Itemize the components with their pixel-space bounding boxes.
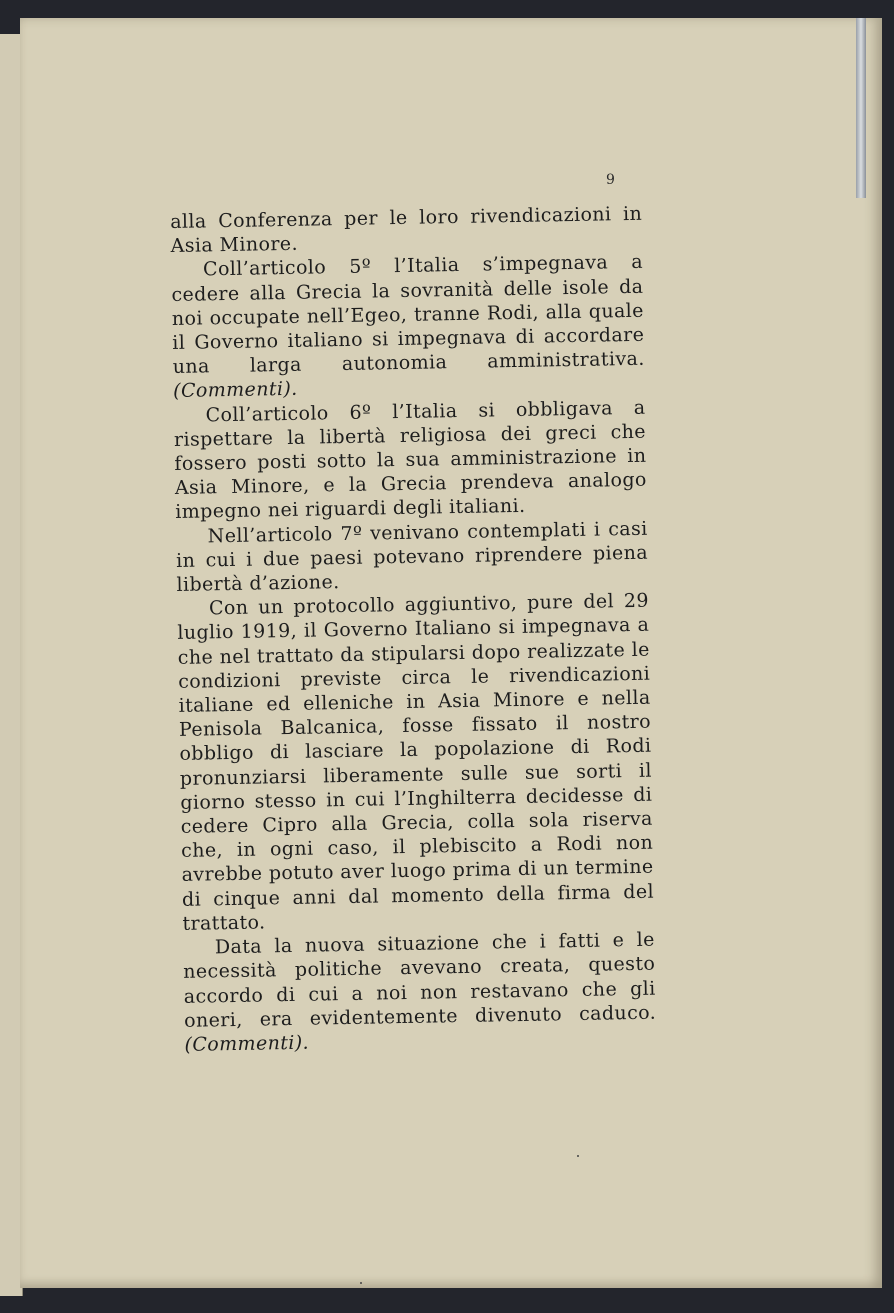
paper-speck bbox=[360, 1282, 362, 1284]
page-edge-strip bbox=[856, 18, 866, 198]
paragraph-2-aside: (Commenti). bbox=[172, 378, 298, 403]
paragraph-4 bbox=[175, 516, 648, 597]
paragraph-2-text: Coll’articolo 5º l’Italia s’impegnava a cedere alla Grecia la sovranità delle isole da noi occupate nell’Egeo, tranne Rodi, alla quale il Governo italiano si impegnava di accordare una larga autonomia amministrativa. bbox=[171, 251, 645, 379]
paragraph-6-aside: (Commenti). bbox=[184, 1031, 310, 1056]
paragraph-3-text: Coll’articolo 6º l’Italia si obbligava a rispettare la libertà religiosa dei greci che fossero posti sotto la sua amministrazione in Asia Minore, e la Grecia prendeva analogo impegno nei riguardi degli italiani. bbox=[173, 396, 647, 524]
paragraph-6 bbox=[183, 928, 657, 1057]
paragraph-5 bbox=[177, 589, 655, 936]
paragraph-4-text: Nell’articolo 7º venivano contemplati i casi in cui i due paesi potevano riprendere piena libertà d’azione. bbox=[175, 517, 649, 596]
paragraph-2 bbox=[171, 250, 645, 403]
paragraph-3 bbox=[173, 395, 647, 524]
paragraph-1-text: alla Conferenza per le loro rivendicazioni in Asia Minore. bbox=[170, 202, 643, 258]
paragraph-5-text: Con un protocollo aggiuntivo, pure del 29 luglio 1919, il Governo Italiano si impegnava a che nel trattato da stipularsi dopo realizzate le condizioni previste circa le rivendicazioni italiane ed elleniche in Asia Minore e nella Penisola Balcanica, fosse fissato il nostro obbligo di lasciare la popolazione di Rodi pronunziarsi liberamente sulle sue sorti il giorno stesso in cui l’Inghilterra decidesse di cedere Cipro alla Grecia, colla sola riserva che, in ogni caso, il plebiscito a Rodi non avrebbe potuto aver luogo prima di un termine di cinque anni dal momento della firma del trattato. bbox=[177, 589, 655, 935]
body-text bbox=[170, 202, 657, 1057]
page-number: 9 bbox=[606, 172, 615, 188]
paragraph-6-text: Data la nuova situazione che i fatti e le necessità politiche avevano creata, questo accordo di cui a noi non restavano che gli oneri, era evidentemente divenuto caduco. bbox=[183, 928, 657, 1032]
paper-speck bbox=[577, 1155, 579, 1157]
paragraph-1 bbox=[170, 202, 643, 259]
